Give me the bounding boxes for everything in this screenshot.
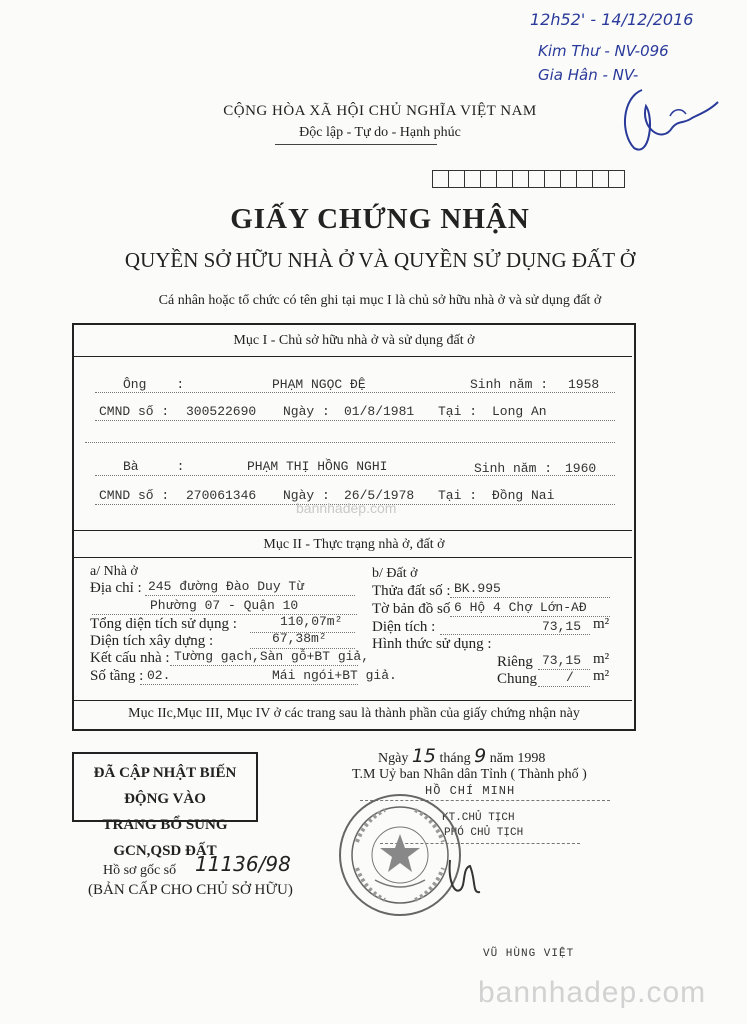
shared-unit: m² [593, 668, 610, 684]
owner1-title: Ông : [123, 377, 185, 392]
address-line1: 245 đường Đào Duy Từ [148, 579, 305, 594]
land-label: b/ Đất ở [372, 566, 418, 581]
handwritten-time-date: 12h52' - 14/12/2016 [530, 10, 694, 29]
section2-heading: Mục II - Thực trạng nhà ở, đất ở [263, 537, 445, 552]
record-label: Hồ sơ gốc số [103, 863, 177, 878]
official-signature [440, 850, 500, 900]
built-area-label: Diện tích xây dựng : [90, 633, 214, 649]
structure-label: Kết cấu nhà : [90, 650, 170, 666]
update-stamp-line2: TRANG BỔ SUNG GCN,QSD ĐẤT [102, 817, 228, 859]
structure-line2: Mái ngói+BT giả. [272, 668, 397, 683]
owner2-birth-label: Sinh năm : [474, 461, 553, 476]
owner2-place: Đồng Nai [492, 488, 555, 503]
map-number: 6 Hộ 4 Chợ Lớn-AĐ [454, 600, 587, 615]
footer-note: Mục IIc,Mục III, Mục IV ở các trang sau là thành phần của giấy chứng nhận này [128, 706, 580, 721]
private-rule [538, 669, 590, 670]
owner1-birth-year: 1958 [568, 377, 600, 392]
owner1-name: PHẠM NGỌC ĐỆ [272, 377, 366, 392]
owner2-date-label: Ngày : [283, 488, 330, 503]
motto-underline [275, 144, 437, 145]
owner2-name: PHẠM THỊ HỒNG NGHI [247, 459, 388, 474]
signing-day: 15 [411, 745, 437, 767]
land-area-label: Diện tích : [372, 619, 436, 635]
record-number: 11136/98 [195, 852, 291, 876]
owner2-title: Bà : [123, 459, 185, 474]
owner1-id: 300522690 [186, 404, 257, 419]
owner2-name-rule [95, 475, 615, 476]
blank-rule [85, 442, 615, 443]
signing-city: HỒ CHÍ MINH [425, 784, 516, 798]
owner2-date: 26/5/1978 [344, 488, 415, 503]
update-stamp-line1: ĐÃ CẬP NHẬT BIẾN ĐỘNG VÀO [93, 765, 237, 807]
certificate-title: GIẤY CHỨNG NHẬN [230, 203, 530, 235]
signing-month: 9 [474, 745, 487, 767]
structure-rule [170, 665, 358, 666]
shared-area: / [566, 670, 574, 685]
section1-divider [74, 356, 632, 357]
owner2-place-label: Tại : [438, 488, 478, 503]
total-area: 110,07m² [280, 614, 343, 629]
signing-kt: KT.CHỦ TỊCH [442, 812, 515, 824]
certificate-subtitle: QUYỀN SỞ HỮU NHÀ Ở VÀ QUYỀN SỬ DỤNG ĐẤT Ở [124, 248, 636, 272]
map-rule [450, 616, 610, 617]
land-area-rule [440, 634, 590, 635]
handwritten-note-line2: Gia Hân - NV- [538, 66, 639, 84]
handwritten-signature [612, 78, 722, 158]
owner1-date-label: Ngày : [283, 404, 330, 419]
copy-note: (BẢN CẤP CHO CHỦ SỞ HỮU) [88, 882, 293, 898]
owner2-birth-year: 1960 [565, 461, 597, 476]
floors-label: Số tầng : [90, 668, 144, 684]
bottom-watermark: bannhadep.com [478, 976, 707, 1009]
total-area-label: Tổng diện tích sử dụng : [90, 616, 237, 632]
update-stamp-box [72, 752, 258, 859]
signing-vice: PHÓ CHỦ TỊCH [444, 827, 524, 839]
intro-line: Cá nhân hoặc tổ chức có tên ghi tại mục I là chủ sở hữu nhà ở và sử dụng đất ở [158, 293, 602, 308]
structure-line1: Tường gạch,Sàn gỗ+BT giả, [174, 649, 370, 664]
land-area: 73,15 [542, 619, 582, 634]
house-label: a/ Nhà ở [90, 564, 138, 579]
shared-label: Chung [497, 671, 538, 687]
address-rule1 [145, 595, 355, 596]
republic-header: CỘNG HÒA XÃ HỘI CHỦ NGHĨA VIỆT NAM [223, 103, 537, 119]
private-label: Riêng [497, 654, 533, 670]
section1-heading: Mục I - Chủ sở hữu nhà ở và sử dụng đất ở [233, 333, 475, 348]
private-area: 73,15 [542, 653, 582, 668]
parcel-rule [450, 597, 610, 598]
signing-date: Ngày 15 tháng 9 năm 1998 [378, 745, 546, 767]
private-unit: m² [593, 651, 610, 667]
signer-name: VŨ HÙNG VIỆT [483, 948, 575, 960]
parcel-label: Thửa đất số : [372, 583, 451, 599]
address-line2: Phường 07 - Quận 10 [150, 598, 299, 613]
owner1-name-rule [95, 392, 615, 393]
usage-label: Hình thức sử dụng : [372, 636, 492, 652]
owner1-place-label: Tại : [438, 404, 478, 419]
owner2-id: 270061346 [186, 488, 257, 503]
address-label: Địa chỉ : [90, 580, 142, 596]
owner2-id-label: CMND số : [99, 488, 170, 503]
handwritten-note-line1: Kim Thư - NV-096 [538, 42, 669, 60]
owner1-id-label: CMND số : [99, 404, 170, 419]
faint-watermark: bannhadep.com [296, 500, 397, 516]
motto: Độc lập - Tự do - Hạnh phúc [299, 125, 461, 140]
shared-rule [538, 686, 590, 687]
parcel-number: BK.995 [454, 581, 501, 596]
owner1-place: Long An [492, 404, 547, 419]
owner1-birth-label: Sinh năm : [470, 377, 549, 392]
land-area-unit: m² [593, 616, 610, 632]
floors-rule [140, 684, 358, 685]
signing-authority: T.M Uỷ ban Nhân dân Tỉnh ( Thành phố ) [352, 767, 587, 782]
footer-divider [74, 700, 632, 701]
owner1-date: 01/8/1981 [344, 404, 415, 419]
built-area: 67,38m² [272, 631, 327, 646]
serial-number-boxes [432, 170, 625, 188]
map-label: Tờ bản đồ số [372, 601, 451, 617]
section2-top-divider [74, 530, 632, 531]
owner1-id-rule [95, 420, 615, 421]
section2-divider [74, 557, 632, 558]
floors: 02. [147, 668, 171, 683]
